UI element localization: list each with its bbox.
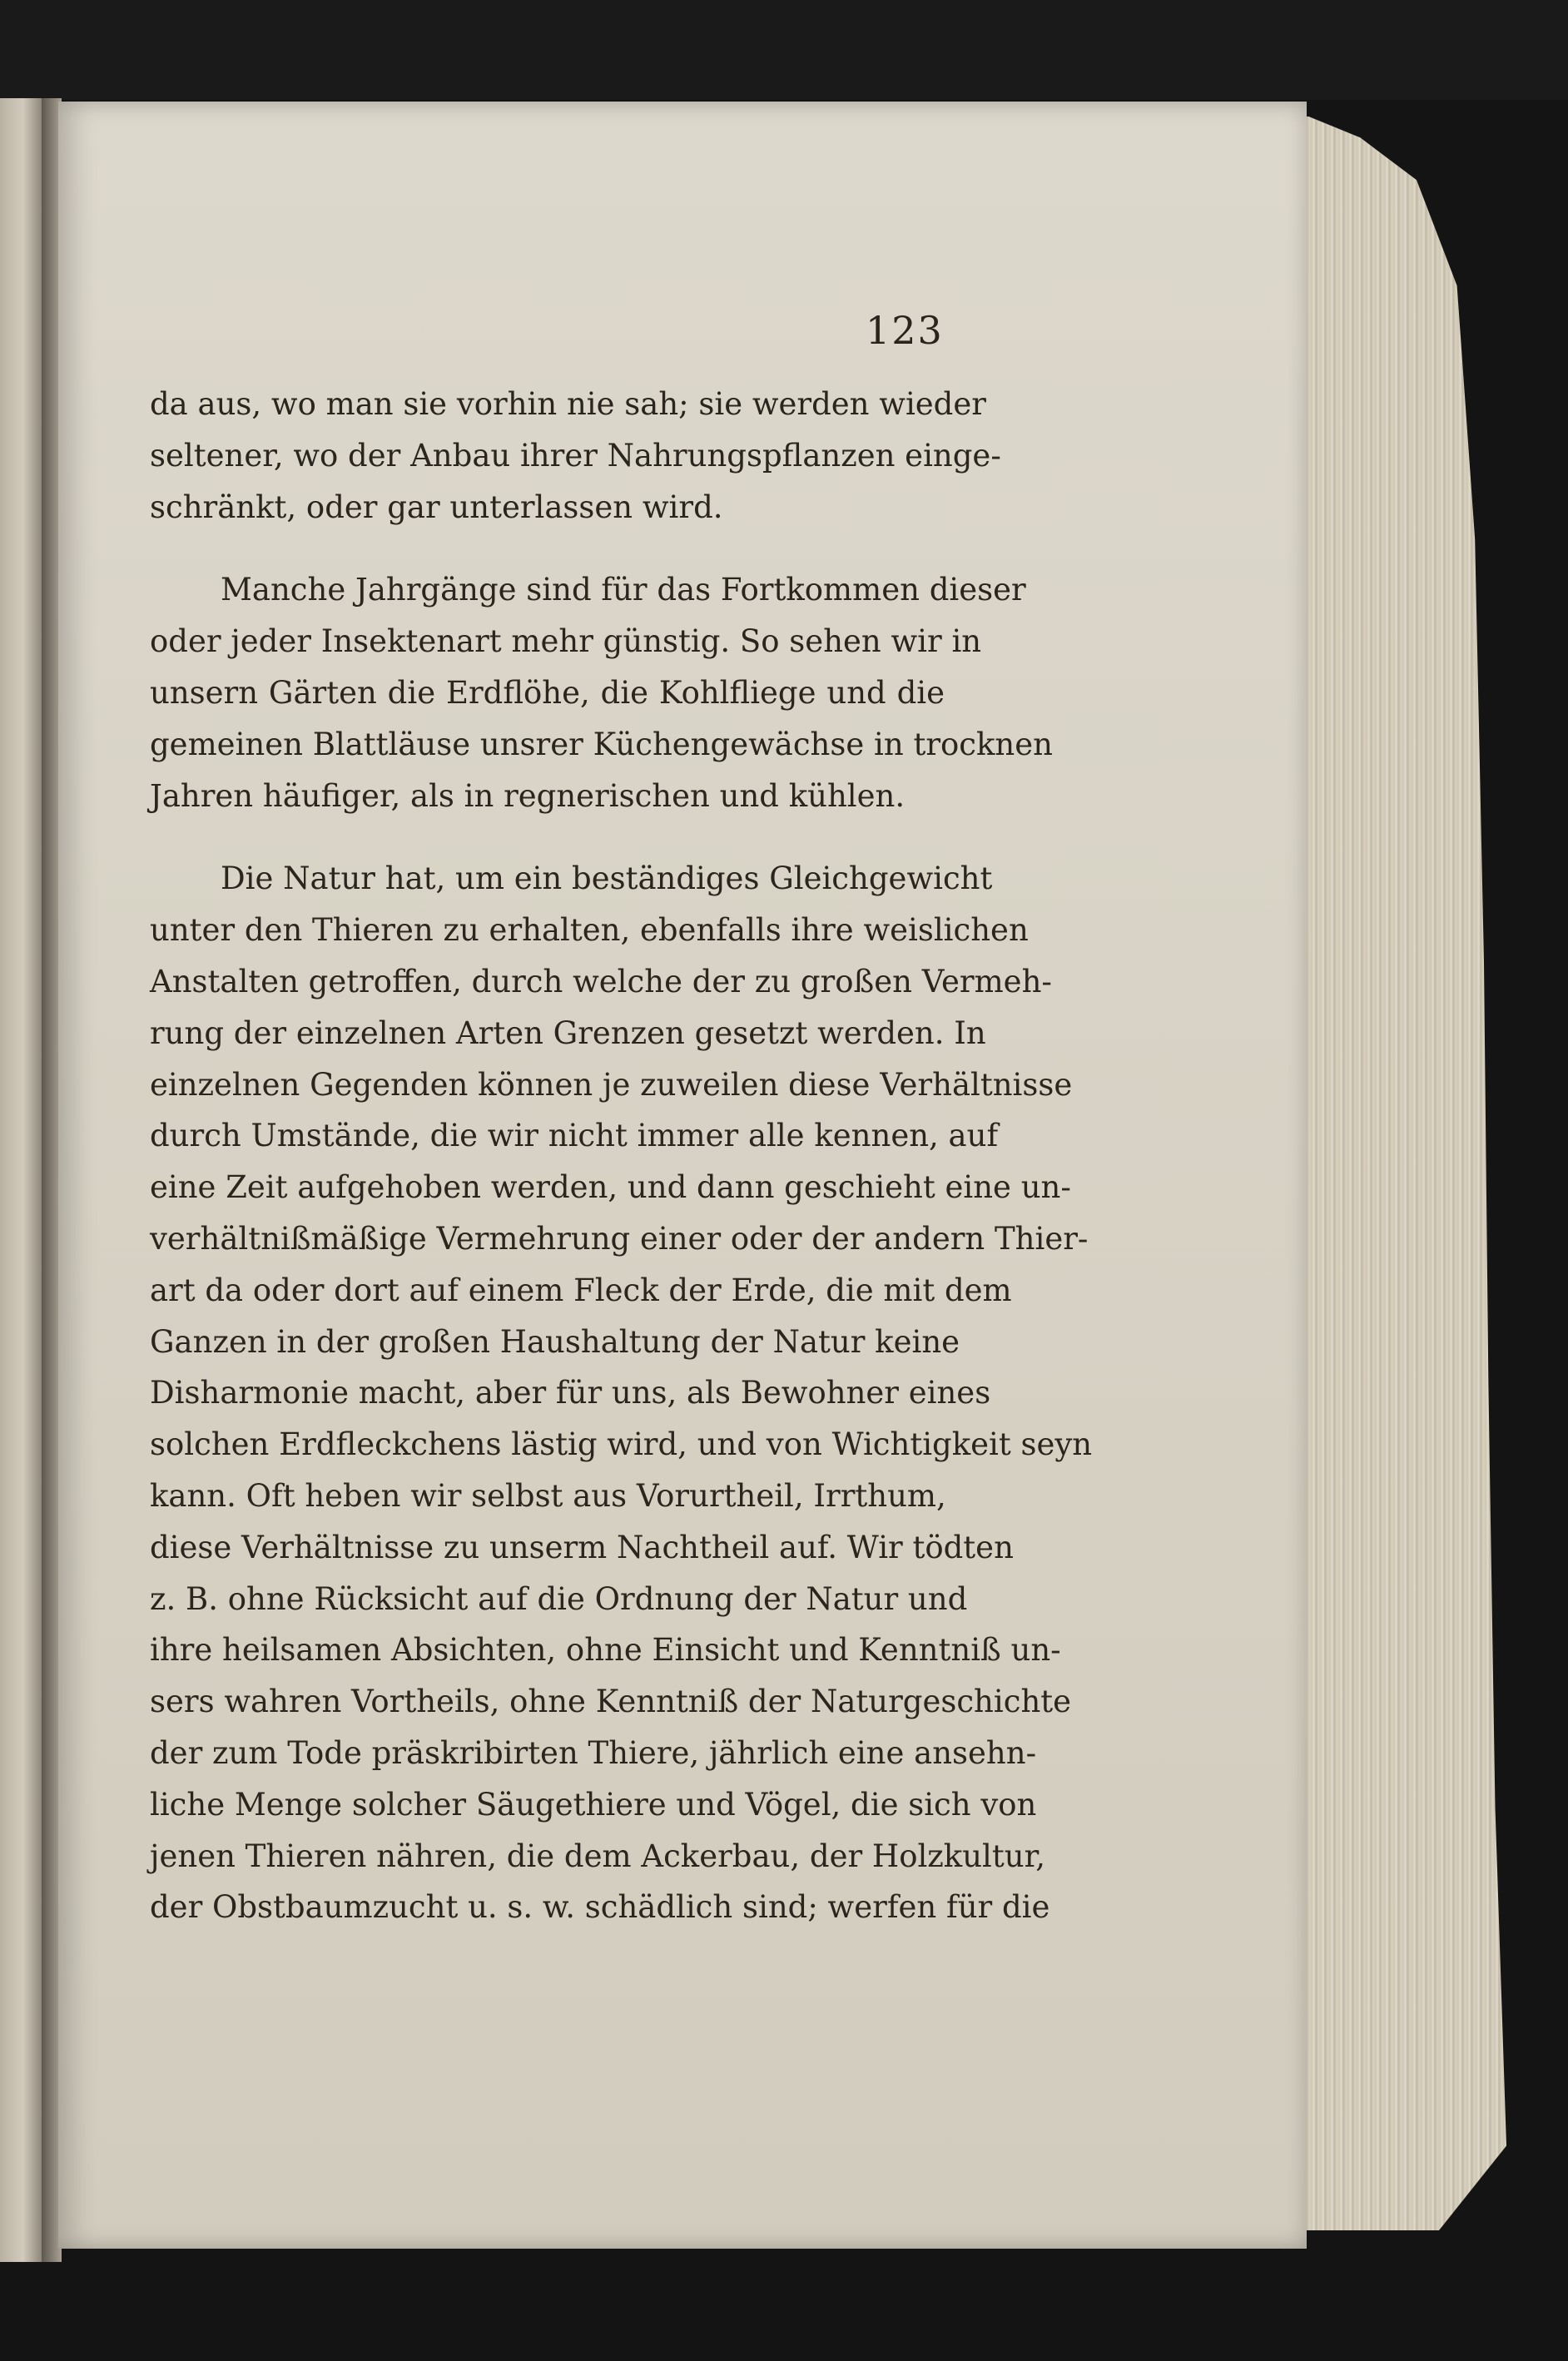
text-line: jenen Thieren nähren, die dem Ackerbau, der Holzkultur, xyxy=(150,1838,1045,1874)
text-line: schränkt, oder gar unterlassen wird. xyxy=(150,489,723,525)
text-line: gemeinen Blattläuse unsrer Küchengewächse in trocknen xyxy=(150,726,1053,762)
text-line: unter den Thieren zu erhalten, ebenfalls ihre weislichen xyxy=(150,912,1029,949)
text-line: liche Menge solcher Säugethiere und Vögel, die sich von xyxy=(150,1786,1037,1823)
text-line: Anstalten getroffen, durch welche der zu großen Vermeh- xyxy=(150,963,1052,999)
text-line: z. B. ohne Rücksicht auf die Ordnung der Natur und xyxy=(150,1580,968,1617)
text-line: verhältnißmäßige Vermehrung einer oder der andern Thier- xyxy=(150,1220,1089,1257)
text-line: kann. Oft heben wir selbst aus Vorurtheil, Irrthum, xyxy=(150,1477,946,1514)
text-line: rung der einzelnen Arten Grenzen gesetzt werden. In xyxy=(150,1014,986,1051)
text-line: sers wahren Vortheils, ohne Kenntniß der Naturgeschichte xyxy=(150,1684,1072,1720)
text-line: oder jeder Insektenart mehr günstig. So sehen wir in xyxy=(150,623,982,660)
text-line: da aus, wo man sie vorhin nie sah; sie werden wieder xyxy=(150,386,986,422)
text-line: einzelnen Gegenden können je zuweilen diese Verhältnisse xyxy=(150,1066,1073,1103)
text-line: der Obstbaumzucht u. s. w. schädlich sind; werfen für die xyxy=(150,1889,1050,1926)
text-line: art da oder dort auf einem Fleck der Erde, die mit dem xyxy=(150,1272,1012,1308)
text-line: Ganzen in der großen Haushaltung der Natur keine xyxy=(150,1323,960,1360)
text-line: solchen Erdfleckchens lästig wird, und von Wichtigkeit seyn xyxy=(150,1426,1093,1463)
text-line: Jahren häufiger, als in regnerischen und kühlen. xyxy=(150,777,906,814)
text-line: eine Zeit aufgehoben werden, und dann geschieht eine un- xyxy=(150,1169,1071,1206)
text-line: Manche Jahrgänge sind für das Fortkommen dieser xyxy=(221,572,1026,608)
text-line: diese Verhältnisse zu unserm Nachtheil auf. Wir tödten xyxy=(150,1529,1014,1565)
text-line: der zum Tode präskribirten Thiere, jährlich eine ansehn- xyxy=(150,1734,1037,1771)
text-line: Disharmonie macht, aber für uns, als Bewohner eines xyxy=(150,1375,991,1411)
page-text xyxy=(150,379,1093,1933)
text-line: unsern Gärten die Erdflöhe, die Kohlfliege und die xyxy=(150,674,945,711)
text-line: durch Umstände, die wir nicht immer alle kennen, auf xyxy=(150,1118,999,1154)
page-number: 123 xyxy=(866,308,944,353)
left-page-edge xyxy=(0,98,42,2262)
dark-backdrop xyxy=(0,0,1568,100)
text-line: ihre heilsamen Absichten, ohne Einsicht und Kenntniß un- xyxy=(150,1632,1061,1669)
text-line: Die Natur hat, um ein beständiges Gleichgewicht xyxy=(221,861,993,897)
text-line: seltener, wo der Anbau ihrer Nahrungspflanzen einge- xyxy=(150,437,1001,474)
page-fore-edge xyxy=(1282,117,1506,2230)
